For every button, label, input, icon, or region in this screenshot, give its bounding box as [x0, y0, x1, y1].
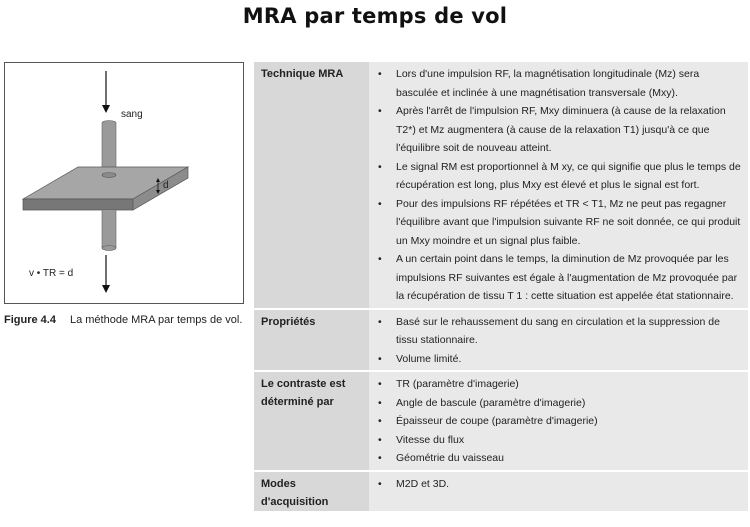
list-item: • Lors d'une impulsion RF, la magnétisation longitudinale (Mz) sera basculée et inclinée à une magnétisation transversale (Mxy). — [375, 65, 742, 102]
row-content — [369, 371, 748, 471]
flow-arrow-in-head — [102, 105, 110, 113]
row-header: Technique MRA — [254, 62, 369, 309]
list-item: • Après l'arrêt de l'impulsion RF, Mxy diminuera (à cause de la relaxation T2*) et Mz augmentera (à cause de la relaxation T1) jusqu'à ce que l'équilibre soit de nouveau atteint. — [375, 102, 742, 158]
figure-number: Figure 4.4 — [4, 314, 56, 326]
row-header: Le contraste est déterminé par — [254, 371, 369, 471]
list-item: • Épaisseur de coupe (paramètre d'imagerie) — [375, 412, 742, 431]
table-row — [254, 62, 748, 309]
flow-arrow-out-head — [102, 285, 110, 293]
vessel-bottom — [102, 210, 116, 248]
label-equation: v • TR = d — [29, 268, 74, 279]
table-row — [254, 309, 748, 372]
list-item: • Le signal RM est proportionnel à M xy, ce qui signifie que plus le temps de récupération est long, plus Mxy est élevé et plus le signal est fort. — [375, 158, 742, 195]
table-row — [254, 371, 748, 471]
list-item: • M2D et 3D. — [375, 475, 742, 494]
figure-diagram — [4, 62, 244, 304]
list-item: • Géométrie du vaisseau — [375, 449, 742, 468]
list-item: • A un certain point dans le temps, la diminution de Mz provoquée par les impulsions RF suivantes est égale à l'augmentation de Mz provoquée par la récupération de tissu T 1 : cette situation est appelée état stationnaire. — [375, 250, 742, 306]
label-blood: sang — [121, 109, 143, 120]
properties-table — [254, 62, 748, 513]
label-thickness: d — [163, 180, 169, 191]
list-item: • Pour des impulsions RF répétées et TR < T1, Mz ne peut pas regagner l'équilibre avant que l'impulsion suivante RF ne soit donnée, ce qui produit un Mxy moindre et un signal plus faible. — [375, 195, 742, 251]
row-content — [369, 62, 748, 309]
list-item: • Basé sur le rehaussement du sang en circulation et la suppression de tissu stationnaire. — [375, 313, 742, 350]
list-item: • TR (paramètre d'imagerie) — [375, 375, 742, 394]
row-content — [369, 471, 748, 512]
row-content — [369, 309, 748, 372]
table-row — [254, 471, 748, 512]
page-title: MRA par temps de vol — [242, 4, 508, 28]
row-header: Propriétés — [254, 309, 369, 372]
list-item: • Vitesse du flux — [375, 431, 742, 450]
list-item: • Volume limité. — [375, 350, 742, 369]
slab-front — [23, 199, 133, 210]
list-item: • Angle de bascule (paramètre d'imagerie) — [375, 394, 742, 413]
row-header: Modes d'acquisition — [254, 471, 369, 512]
figure-caption-text: La méthode MRA par temps de vol. — [69, 314, 243, 326]
figure-caption — [4, 312, 249, 328]
